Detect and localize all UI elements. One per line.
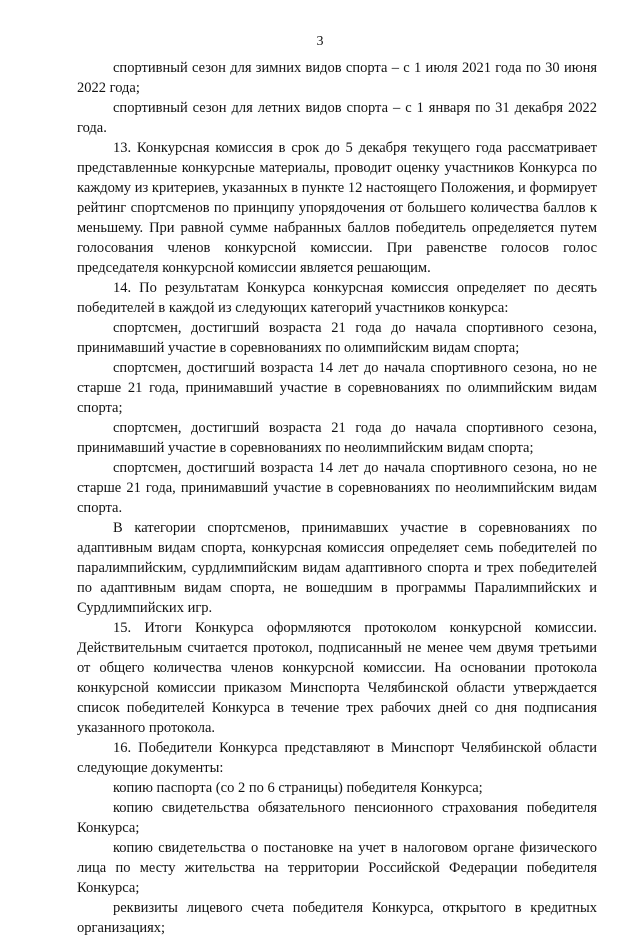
paragraph-16-documents: 16. Победители Конкурса представляют в Минспорт Челябинской области следующие документы: — [77, 740, 597, 776]
page-number: 3 — [316, 34, 324, 49]
paragraph-13-commission-review: 13. Конкурсная комиссия в срок до 5 декабря текущего года рассматривает представленные конкурсные материалы, проводит оценку участников Конкурса по каждому из критериев, указанных в пункте 12 настоящего Положения, и формирует рейтинг спортсменов по принципу упорядочения от большего количества баллов к меньшему. При равной сумме набранных баллов победитель определяется путем голосования членов конкурсной комиссии. При равенстве голосов голос председателя конкурсной комиссии является решающим. — [77, 140, 597, 276]
category-olympic-21: спортсмен, достигший возраста 21 года до начала спортивного сезона, принимавший участие в соревнованиях по олимпийским видам спорта; — [77, 320, 597, 356]
paragraph-adaptive-sports: В категории спортсменов, принимавших участие в соревнованиях по адаптивным видам спорта, конкурсная комиссия определяет семь победителей по паралимпийским, сурдлимпийским видам адаптивного спорта и трех победителей по адаптивным видам спорта, не вошедшим в программы Паралимпийских и Сурдлимпийских игр. — [77, 520, 597, 616]
paragraph-15-protocol: 15. Итоги Конкурса оформляются протоколом конкурсной комиссии. Действительным считается протокол, подписанный не менее чем двумя третьими от общего количества членов конкурсной комиссии. На основании протокола конкурсной комиссии приказом Минспорта Челябинской области утверждается список победителей Конкурса в течение трех рабочих дней со дня подписания указанного протокола. — [77, 620, 597, 736]
document-body — [77, 58, 597, 938]
document-pension-certificate: копию свидетельства обязательного пенсионного страхования победителя Конкурса; — [77, 800, 597, 836]
category-olympic-14-21: спортсмен, достигший возраста 14 лет до начала спортивного сезона, но не старше 21 года, принимавший участие в соревнованиях по олимпийским видам спорта; — [77, 360, 597, 416]
category-nonolympic-14-21: спортсмен, достигший возраста 14 лет до начала спортивного сезона, но не старше 21 года, принимавший участие в соревнованиях по неолимпийским видам спорта. — [77, 460, 597, 516]
category-nonolympic-21: спортсмен, достигший возраста 21 года до начала спортивного сезона, принимавший участие в соревнованиях по неолимпийским видам спорта; — [77, 420, 597, 456]
document-passport-copy: копию паспорта (со 2 по 6 страницы) победителя Конкурса; — [113, 780, 483, 796]
document-bank-details: реквизиты лицевого счета победителя Конкурса, открытого в кредитных организациях; — [77, 900, 597, 936]
paragraph-winter-season: спортивный сезон для зимних видов спорта – с 1 июля 2021 года по 30 июня 2022 года; — [77, 60, 597, 96]
paragraph-summer-season: спортивный сезон для летних видов спорта – с 1 января по 31 декабря 2022 года. — [77, 100, 597, 136]
paragraph-14-winner-categories: 14. По результатам Конкурса конкурсная комиссия определяет по десять победителей в каждой из следующих категорий участников конкурса: — [77, 280, 597, 316]
document-tax-registration: копию свидетельства о постановке на учет в налоговом органе физического лица по месту жительства на территории Российской Федерации победителя Конкурса; — [77, 840, 597, 896]
